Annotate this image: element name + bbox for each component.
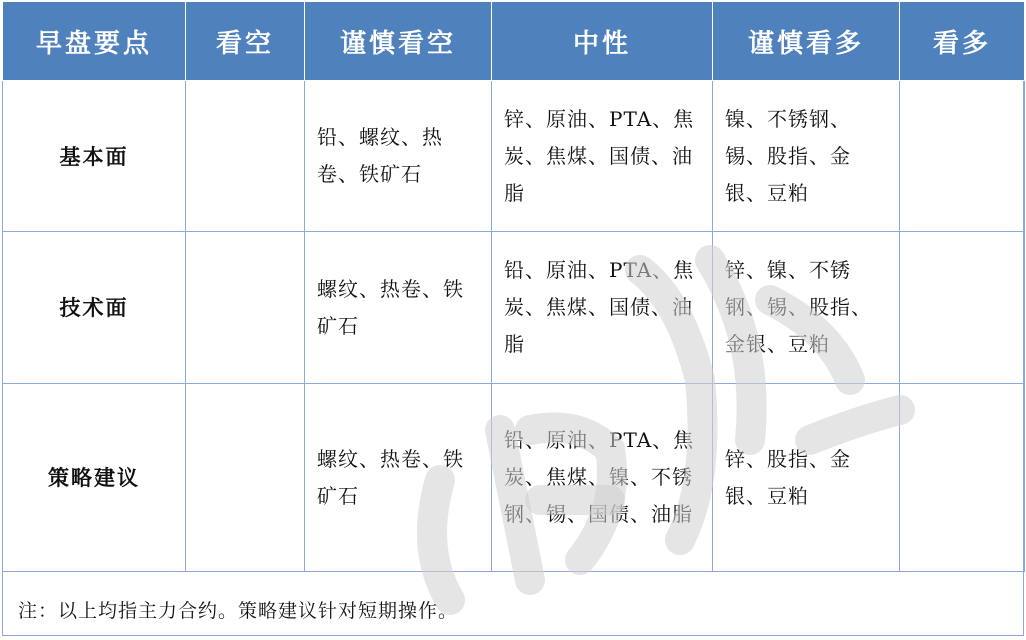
- cell-cautious-bullish: 锌、股指、金银、豆粕: [713, 384, 900, 572]
- cell-neutral: 铅、原油、PTA、焦炭、焦煤、镍、不锈钢、锡、国债、油脂: [492, 384, 713, 572]
- header-morning-points: 早盘要点: [3, 2, 186, 81]
- row-label-technicals: 技术面: [3, 232, 186, 384]
- cell-bullish: [900, 81, 1025, 232]
- cell-bearish: [186, 81, 305, 232]
- cell-bullish: [900, 384, 1025, 572]
- cell-cautious-bullish: 镍、不锈钢、锡、股指、金银、豆粕: [713, 81, 900, 232]
- cell-cautious-bearish: 螺纹、热卷、铁矿石: [305, 384, 492, 572]
- footnote: 注：以上均指主力合约。策略建议针对短期操作。: [18, 600, 459, 622]
- header-row: [3, 2, 1025, 81]
- table-row: [3, 384, 1025, 572]
- market-outlook-table: [2, 2, 1025, 572]
- cell-bearish: [186, 384, 305, 572]
- cell-cautious-bullish: 锌、镍、不锈钢、锡、股指、金银、豆粕: [713, 232, 900, 384]
- cell-neutral: 锌、原油、PTA、焦炭、焦煤、国债、油脂: [492, 81, 713, 232]
- row-label-strategy: 策略建议: [3, 384, 186, 572]
- cell-bullish: [900, 232, 1025, 384]
- cell-cautious-bearish: 铅、螺纹、热卷、铁矿石: [305, 81, 492, 232]
- header-cautious-bearish: 谨慎看空: [305, 2, 492, 81]
- cell-cautious-bearish: 螺纹、热卷、铁矿石: [305, 232, 492, 384]
- cell-neutral: 铅、原油、PTA、焦炭、焦煤、国债、油脂: [492, 232, 713, 384]
- cell-bearish: [186, 232, 305, 384]
- header-bearish: 看空: [186, 2, 305, 81]
- table-row: [3, 232, 1025, 384]
- header-cautious-bullish: 谨慎看多: [713, 2, 900, 81]
- header-bullish: 看多: [900, 2, 1025, 81]
- row-label-fundamentals: 基本面: [3, 81, 186, 232]
- table-row: [3, 81, 1025, 232]
- header-neutral: 中性: [492, 2, 713, 81]
